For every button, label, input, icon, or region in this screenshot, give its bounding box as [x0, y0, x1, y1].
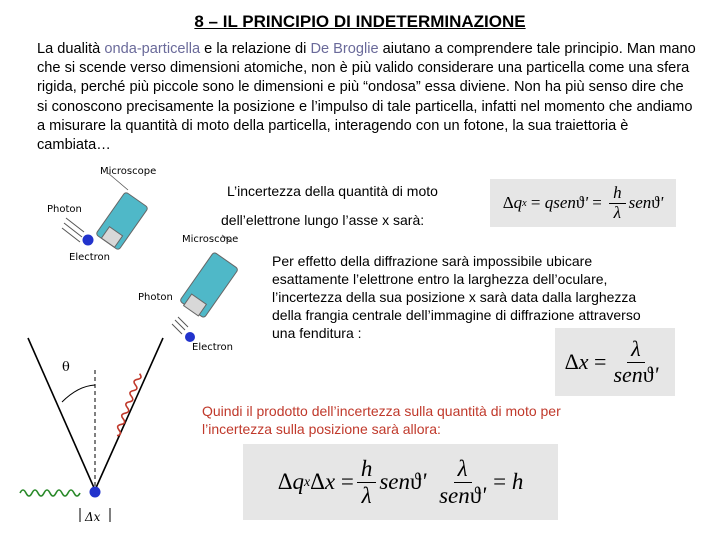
microscope-label-upper: Microscope — [100, 166, 157, 177]
cone-right-line — [95, 338, 163, 490]
intro-highlight-wave-particle: onda-particella — [104, 41, 201, 57]
microscope-label-lower: Microscope — [182, 234, 239, 245]
equation-uncertainty-product: Δ q x Δ x = $\frac{h}{\lambda}$ sen ϑ ' $\frac{\lambda}{\text{senϑ'}}$ = h — [243, 444, 558, 520]
intro-text-2: e la relazione di — [200, 41, 311, 57]
microscope-lower-icon — [180, 235, 239, 318]
photon-label-lower: Photon — [138, 292, 173, 303]
intro-paragraph — [37, 40, 697, 155]
momentum-text-2: dell’elettrone lungo l’asse x sarà: — [221, 212, 425, 228]
electron-upper-icon — [83, 235, 94, 246]
product-text: Quindi il prodotto dell’incertezza sulla quantità di moto per l’incertezza sulla posizione sarà allora: — [202, 403, 561, 437]
delta-x-label: Δx — [85, 510, 101, 524]
theta-arc — [62, 385, 95, 402]
intro-highlight-de-broglie: De Broglie — [310, 41, 379, 57]
microscope-upper-icon — [96, 173, 149, 250]
momentum-text-1: L’incertezza della quantità di moto — [227, 183, 438, 199]
theta-label: θ — [62, 360, 70, 375]
equation-position-uncertainty: Δ x = $\frac{\lambda}{\text{senϑ'}}$ — [555, 328, 675, 396]
photon-arrows-upper — [62, 218, 84, 242]
electron-label-upper: Electron — [69, 252, 111, 263]
intro-text-1: La dualità — [37, 41, 105, 57]
electron-lower-icon — [185, 332, 195, 342]
intro-text-3: aiutano a comprendere tale principio. Man mano che si scende verso dimensioni atomiche, non è più valido considerare una particella come una sfera rigida, perché più piccole sono le dimensioni e più “ondosa” essa diviene. Non ha più senso dire che si conoscono precisamente la posizione e l’impulso di tale particella, infatti nel momento che andiamo a misurare la quantità di moto della particella, interagendo con un fotone, la sua traiettoria è cambiata… — [37, 41, 696, 154]
photon-arrows-lower — [172, 317, 188, 334]
photon-label-upper: Photon — [47, 204, 82, 215]
page-title: 8 – IL PRINCIPIO DI INDETERMINAZIONE — [194, 12, 526, 31]
electron-label-lower: Electron — [192, 342, 234, 353]
photon-wave-green — [20, 490, 80, 496]
electron-bottom-icon — [90, 487, 101, 498]
equation-momentum-uncertainty: Δ q x = qsen ϑ ' = $\frac{h}{\lambda}$ sen ϑ ' — [490, 179, 676, 227]
photon-wave-red — [115, 373, 142, 437]
diffraction-text: Per effetto della diffrazione sarà impossibile ubicare esattamente l’elettrone entro la larghezza dell’oculare, l’incertezza della sua posizione x sarà data dalla larghezza della frangia centrale dell’immagine di diffrazione attraverso una fenditura : — [272, 253, 641, 341]
